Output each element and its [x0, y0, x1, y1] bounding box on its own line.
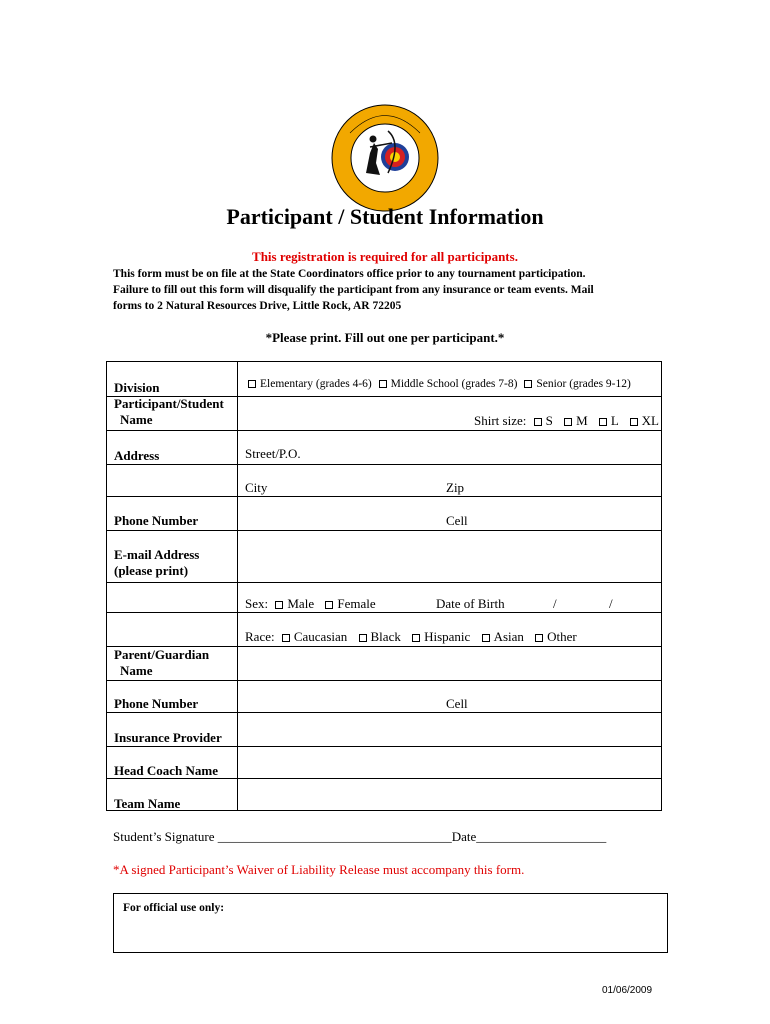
sex-option: Male [287, 596, 315, 611]
division-options [244, 378, 631, 390]
row-divider [107, 612, 661, 613]
dob-separator: / [609, 596, 613, 611]
shirt-option: S [545, 413, 553, 428]
waiver-note: *A signed Participant’s Waiver of Liability Release must accompany this form. [113, 862, 525, 877]
checkbox-shirt-xl[interactable] [630, 418, 638, 426]
shirt-size-label: Shirt size: [474, 413, 527, 428]
head-coach-label: Head Coach Name [114, 763, 218, 778]
division-option: Middle School (grades 7-8) [390, 378, 518, 390]
participant-name-label-line1: Participant/Student [114, 396, 224, 411]
race-option: Other [547, 629, 577, 644]
division-label: Division [114, 380, 160, 395]
guardian-cell-label: Cell [446, 696, 468, 711]
checkbox-shirt-s[interactable] [534, 418, 542, 426]
row-divider [107, 496, 661, 497]
print-note: *Please print. Fill out one per participant.* [265, 330, 505, 345]
shirt-size-field [474, 413, 659, 429]
checkbox-black[interactable] [359, 634, 367, 642]
race-field [245, 629, 577, 645]
intro-line: This form must be on file at the State Coordinators office prior to any tournament participation. [113, 268, 586, 280]
arkansas-nasp-logo [330, 103, 440, 213]
sex-label: Sex: [245, 596, 269, 611]
city-field-label: City [245, 480, 268, 495]
participant-name-label-line2: Name [120, 412, 153, 427]
division-option: Senior (grades 9-12) [536, 378, 631, 390]
race-option: Caucasian [293, 629, 348, 644]
cell-field-label: Cell [446, 513, 468, 528]
address-label: Address [114, 448, 160, 463]
checkbox-middle-school[interactable] [379, 380, 387, 388]
official-use-box [113, 893, 668, 953]
participant-name-label [114, 396, 224, 428]
form-revision-date: 01/06/2009 [602, 985, 653, 996]
intro-text [113, 266, 673, 314]
checkbox-senior[interactable] [524, 380, 532, 388]
insurance-label: Insurance Provider [114, 730, 222, 745]
guardian-label-line2: Name [120, 663, 153, 678]
race-option: Asian [493, 629, 524, 644]
email-label [114, 547, 199, 579]
row-divider [107, 746, 661, 747]
checkbox-asian[interactable] [482, 634, 490, 642]
checkbox-other[interactable] [535, 634, 543, 642]
signature-label: Student’s Signature [113, 829, 215, 844]
checkbox-caucasian[interactable] [282, 634, 290, 642]
official-use-label: For official use only: [123, 902, 225, 914]
race-label: Race: [245, 629, 275, 644]
street-field-label: Street/P.O. [245, 446, 301, 461]
race-option: Hispanic [424, 629, 471, 644]
race-option: Black [370, 629, 401, 644]
shirt-option: M [576, 413, 588, 428]
guardian-name-label [114, 647, 209, 679]
dob-separator: / [553, 596, 557, 611]
email-label-line2: (please print) [114, 563, 189, 578]
checkbox-female[interactable] [325, 601, 333, 609]
signature-blank[interactable]: ____________________________________ [217, 829, 452, 844]
registration-form-table [106, 361, 662, 811]
intro-line: Failure to fill out this form will disqualify the participant from any insurance or team events. Mail [113, 284, 594, 296]
page-title: Participant / Student Information [226, 204, 544, 229]
row-divider [107, 712, 661, 713]
intro-line: forms to 2 Natural Resources Drive, Little Rock, AR 72205 [113, 300, 402, 312]
zip-field-label: Zip [446, 480, 465, 495]
checkbox-male[interactable] [275, 601, 283, 609]
date-label: Date [451, 829, 477, 844]
sex-field [245, 596, 376, 612]
dob-label: Date of Birth [436, 596, 505, 611]
row-divider [107, 582, 661, 583]
row-divider [107, 464, 661, 465]
division-option: Elementary (grades 4-6) [260, 378, 372, 390]
signature-line [113, 829, 606, 845]
row-divider [107, 680, 661, 681]
team-name-label: Team Name [114, 796, 181, 811]
checkbox-elementary[interactable] [248, 380, 256, 388]
guardian-phone-label: Phone Number [114, 696, 199, 711]
row-divider [107, 430, 661, 431]
email-label-line1: E-mail Address [114, 547, 200, 562]
row-divider [107, 530, 661, 531]
guardian-label-line1: Parent/Guardian [114, 647, 210, 662]
shirt-option: XL [641, 413, 659, 428]
checkbox-shirt-m[interactable] [564, 418, 572, 426]
shirt-option: L [610, 413, 619, 428]
checkbox-hispanic[interactable] [412, 634, 420, 642]
required-note: This registration is required for all participants. [252, 249, 518, 264]
date-blank[interactable]: ____________________ [476, 829, 607, 844]
phone-label: Phone Number [114, 513, 199, 528]
sex-option: Female [337, 596, 376, 611]
checkbox-shirt-l[interactable] [599, 418, 607, 426]
